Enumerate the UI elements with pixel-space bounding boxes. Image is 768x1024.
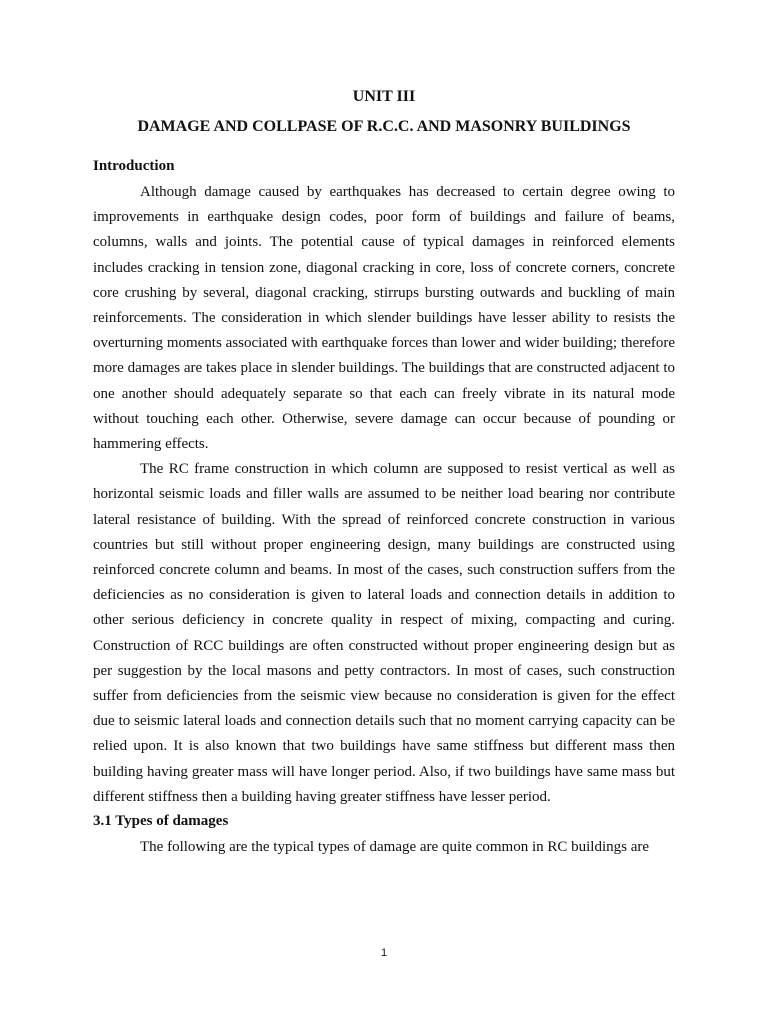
chapter-title: DAMAGE AND COLLPASE OF R.C.C. AND MASONRY BUILDINGS <box>137 118 631 135</box>
introduction-paragraph-1: Although damage caused by earthquakes has decreased to certain degree owing to improvements in earthquake design codes, poor form of buildings and failure of beams, columns, walls and joints. The potential cause of typical damages in reinforced elements includes cracking in tension zone, diagonal cracking in core, loss of concrete corners, concrete core crushing by several, diagonal cracking, stirrups bursting outwards and buckling of main reinforcements. The consideration in which slender buildings have lesser ability to resists the overturning moments associated with earthquake forces than lower and wider building; therefore more damages are takes place in slender buildings. The buildings that are constructed adjacent to one another should adequately separate so that each can freely vibrate in its natural mode without touching each other. Otherwise, severe damage can occur because of pounding or hammering effects. <box>93 184 675 453</box>
types-of-damages-paragraph: The following are the typical types of damage are quite common in RC buildings are <box>140 839 650 856</box>
introduction-paragraph-2: The RC frame construction in which column are supposed to resist vertical as well as horizontal seismic loads and filler walls are assumed to be neither load bearing nor contribute lateral resistance of building. With the spread of reinforced concrete construction in various countries but still without proper engineering design, many buildings are constructed using reinforced concrete column and beams. In most of the cases, such construction suffers from the deficiencies as no consideration is given to lateral loads and connection details in addition to other serious deficiency in concrete quality in respect of mixing, compacting and curing. Construction of RCC buildings are often constructed without proper engineering design but as per suggestion by the local masons and petty contractors. In most of cases, such construction suffer from deficiencies from the seismic view because no consideration is given for the effect due to seismic lateral loads and connection details such that no moment carrying capacity can be relied upon. It is also known that two buildings have same stiffness but different mass then building having greater mass will have longer period. Also, if two buildings have same mass but different stiffness then a building having greater stiffness have lesser period. <box>93 461 675 805</box>
unit-title: UNIT III <box>352 88 416 105</box>
page-content <box>93 86 675 860</box>
introduction-heading: Introduction <box>93 158 175 174</box>
page-number: 1 <box>380 947 388 959</box>
types-of-damages-heading: 3.1 Types of damages <box>93 813 229 830</box>
